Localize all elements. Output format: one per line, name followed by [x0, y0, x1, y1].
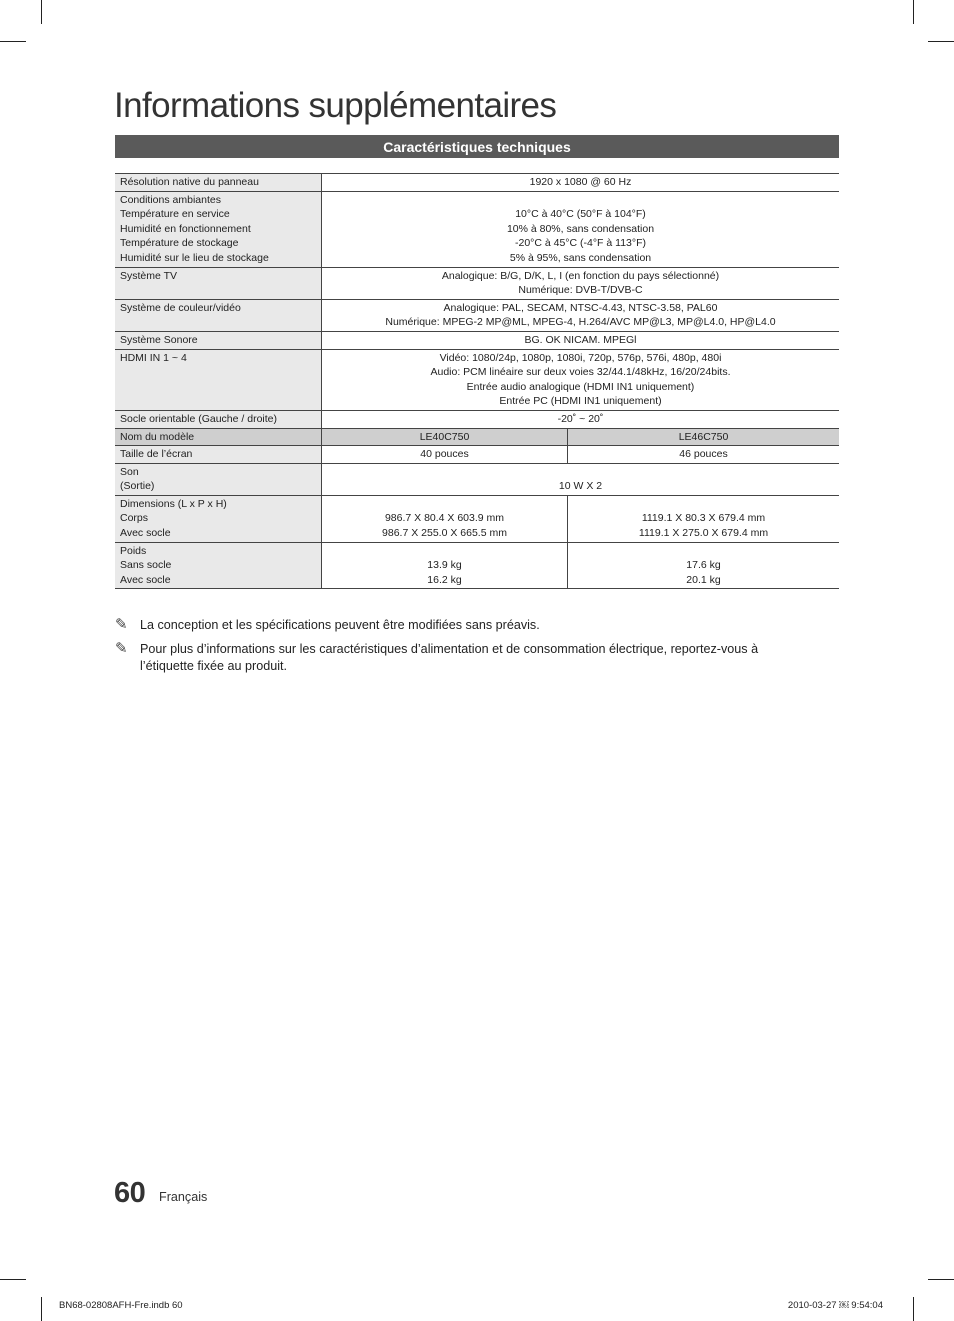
row-label-line: Avec socle	[120, 527, 171, 540]
model-46-value-line: 1119.1 X 80.3 X 679.4 mm	[641, 512, 766, 525]
row-label	[115, 542, 322, 589]
row-label-line: Système TV	[120, 269, 177, 282]
row-value-line: 10 W X 2	[558, 480, 603, 493]
row-label	[115, 446, 322, 464]
row-value-line: -20˚ ~ 20˚	[557, 412, 604, 425]
row-value-line: Analogique: PAL, SECAM, NTSC-4.43, NTSC-3.58, PAL60	[443, 301, 718, 314]
model-40-value-line: 40 pouces	[420, 448, 469, 461]
model-46-value	[568, 495, 840, 542]
row-value	[322, 299, 840, 331]
row-label	[115, 331, 322, 349]
row-label-line: Nom du modèle	[120, 430, 195, 443]
model-40-value	[322, 428, 568, 446]
model-40-value-line: 13.9 kg	[427, 559, 462, 572]
model-40-value	[322, 446, 568, 464]
row-value-line: Entrée audio analogique (HDMI IN1 uniquement)	[466, 380, 695, 393]
table-row	[115, 410, 839, 428]
row-label-line: Température de stockage	[120, 237, 239, 250]
row-value	[322, 410, 840, 428]
footer-timestamp: 2010-03-27 ￼ 9:54:04	[787, 1300, 883, 1311]
row-value-line: Entrée PC (HDMI IN1 uniquement)	[499, 395, 662, 408]
row-label-line: Avec socle	[120, 573, 171, 586]
model-46-value	[568, 446, 840, 464]
language-label: Français	[159, 1190, 208, 1204]
notes	[115, 617, 815, 682]
row-label-line: Système Sonore	[120, 333, 198, 346]
row-value-line: 10°C à 40°C (50°F à 104°F)	[515, 208, 646, 221]
row-value	[322, 349, 840, 410]
row-label-line: Dimensions (L x P x H)	[120, 497, 227, 510]
footer-file: BN68-02808AFH-Fre.indb 60	[59, 1300, 183, 1311]
table-row	[115, 267, 839, 299]
row-label	[115, 495, 322, 542]
model-40-value	[322, 495, 568, 542]
row-label	[115, 428, 322, 446]
model-40-value-line: 986.7 X 80.4 X 603.9 mm	[384, 512, 505, 525]
model-46-value	[568, 542, 840, 589]
model-46-value-line: 17.6 kg	[686, 559, 721, 572]
table-row	[115, 463, 839, 495]
pencil-icon: ✎	[115, 639, 128, 657]
crop-mark	[41, 0, 42, 24]
row-value-line: Numérique: MPEG-2 MP@ML, MPEG-4, H.264/AVC MP@L3, MP@L4.0, HP@L4.0	[385, 316, 776, 329]
model-46-value-line: 20.1 kg	[686, 573, 721, 586]
row-label-line: HDMI IN 1 ~ 4	[120, 351, 187, 364]
row-value-line: Numérique: DVB-T/DVB-C	[518, 284, 643, 297]
table-row	[115, 174, 839, 192]
crop-mark	[0, 1279, 26, 1280]
crop-mark	[913, 1297, 914, 1321]
row-value-line: Vidéo: 1080/24p, 1080p, 1080i, 720p, 576p, 576i, 480p, 480i	[439, 351, 722, 364]
crop-mark	[928, 41, 954, 42]
note-text: Pour plus d’informations sur les caractéristiques d’alimentation et de consommation électrique, reportez-vous à l’étiquette fixée au produit.	[140, 641, 759, 673]
crop-mark	[928, 1279, 954, 1280]
note-item	[115, 641, 815, 676]
row-value-line: Analogique: B/G, D/K, L, I (en fonction du pays sélectionné)	[441, 269, 720, 282]
table-row	[115, 191, 839, 267]
crop-mark	[0, 41, 26, 42]
row-label	[115, 463, 322, 495]
row-value-line: -20°C à 45°C (-4°F à 113°F)	[515, 237, 646, 250]
section-header: Caractéristiques techniques	[115, 135, 839, 158]
row-value	[322, 463, 840, 495]
model-46-value	[568, 428, 840, 446]
row-value-line: 10% à 80%, sans condensation	[506, 222, 655, 235]
row-value-line: 5% à 95%, sans condensation	[509, 251, 652, 264]
pencil-icon: ✎	[115, 616, 128, 633]
page-number: 60	[114, 1177, 146, 1209]
table-row	[115, 542, 839, 589]
row-label-line: Humidité sur le lieu de stockage	[120, 251, 269, 264]
row-label-line: Résolution native du panneau	[120, 176, 259, 188]
model-40-value	[322, 542, 568, 589]
crop-mark	[913, 0, 914, 24]
model-46-value-line: 1119.1 X 275.0 X 679.4 mm	[638, 527, 769, 540]
table-row	[115, 331, 839, 349]
row-value-line: BG. OK NICAM. MPEGl	[524, 333, 637, 346]
row-value-line: 1920 x 1080 @ 60 Hz	[529, 176, 632, 188]
row-label-line: Humidité en fonctionnement	[120, 222, 251, 235]
row-value	[322, 331, 840, 349]
row-label-line: Son	[120, 465, 139, 478]
row-label-line: Température en service	[120, 208, 230, 221]
row-label-line: Conditions ambiantes	[120, 193, 221, 206]
table-row	[115, 495, 839, 542]
row-label	[115, 349, 322, 410]
row-label-line: (Sortie)	[120, 480, 155, 493]
note-item	[115, 617, 815, 635]
table-row	[115, 446, 839, 464]
row-label	[115, 299, 322, 331]
row-label	[115, 267, 322, 299]
crop-mark	[41, 1297, 42, 1321]
row-label-line: Socle orientable (Gauche / droite)	[120, 412, 278, 425]
row-label-line: Système de couleur/vidéo	[120, 301, 241, 314]
table-row	[115, 299, 839, 331]
model-40-value-line: 16.2 kg	[427, 573, 462, 586]
model-46-value-line: LE46C750	[678, 430, 729, 443]
row-value-line: Audio: PCM linéaire sur deux voies 32/44.1/48kHz, 16/20/24bits.	[430, 366, 731, 379]
table-row	[115, 349, 839, 410]
model-46-value-line: 46 pouces	[679, 448, 728, 461]
row-label-line: Taille de l’écran	[120, 448, 193, 461]
page-title: Informations supplémentaires	[114, 86, 557, 125]
row-value	[322, 174, 840, 192]
row-label	[115, 174, 322, 192]
row-label-line: Corps	[120, 512, 149, 525]
row-label-line: Sans socle	[120, 559, 172, 572]
model-40-value-line: LE40C750	[419, 430, 470, 443]
row-label	[115, 410, 322, 428]
spec-table	[115, 173, 839, 589]
model-header-row	[115, 428, 839, 446]
row-label	[115, 191, 322, 267]
note-text: La conception et les spécifications peuvent être modifiées sans préavis.	[140, 618, 540, 632]
row-value	[322, 191, 840, 267]
row-label-line: Poids	[120, 544, 147, 557]
model-40-value-line: 986.7 X 255.0 X 665.5 mm	[382, 527, 507, 540]
row-value	[322, 267, 840, 299]
